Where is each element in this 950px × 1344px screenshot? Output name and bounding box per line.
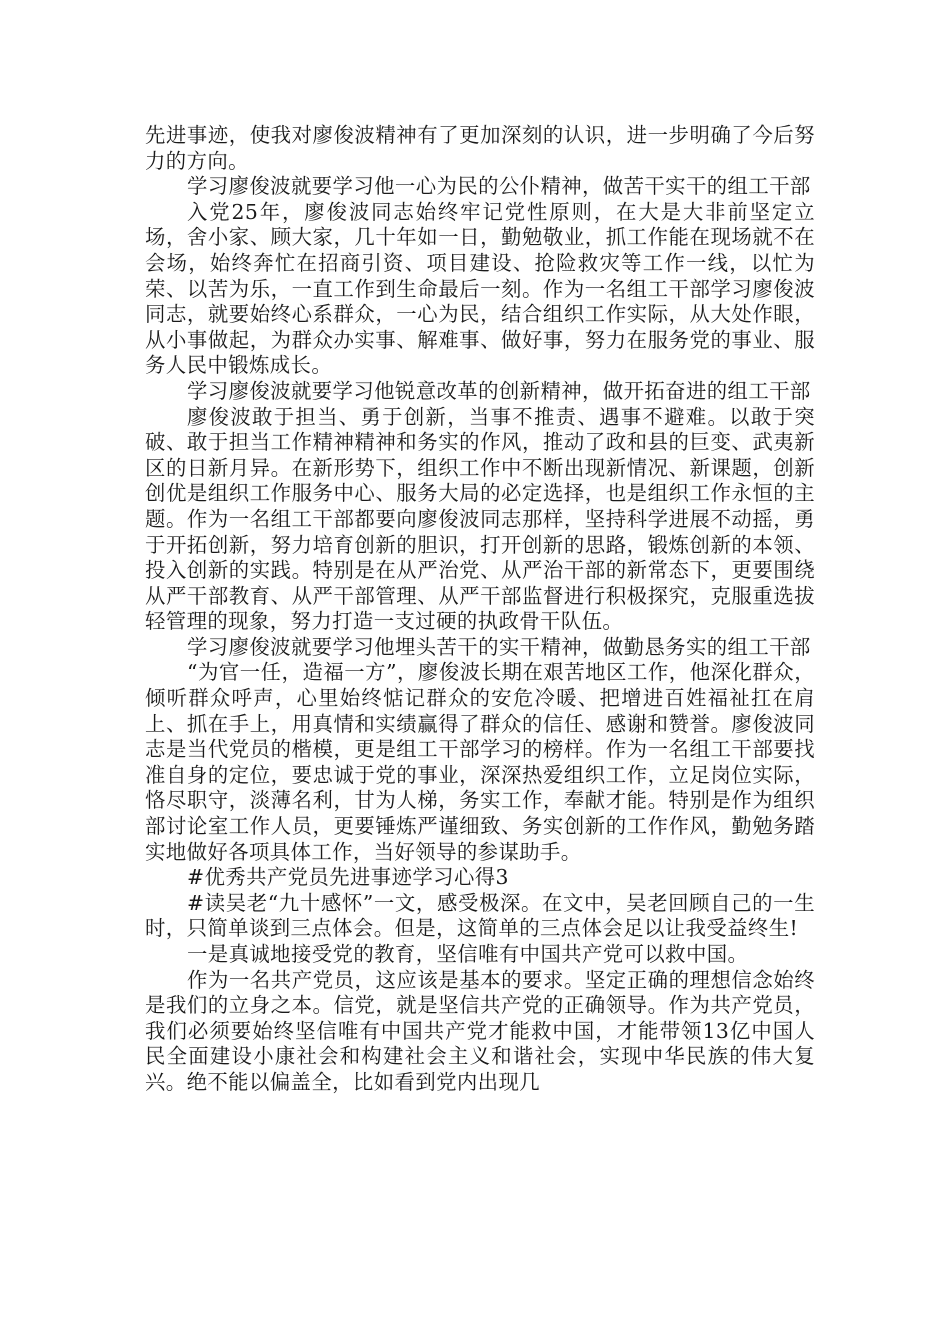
section-heading: 学习廖俊波就要学习他锐意改革的创新精神，做开拓奋进的组工干部: [187, 378, 811, 403]
paragraph: 入党25年，廖俊波同志始终牢记党性原则，在大是大非前坚定立场，舍小家、顾大家，几十年如一日，勤勉敬业，抓工作能在现场就不在会场，始终奔忙在招商引资、项目建设、抢险救灾等工作一线，以忙为荣、以苦为乐，一直工作到生命最后一刻。作为一名组工干部学习廖俊波同志，就要始终心系群众，一心为民，结合组织工作实际，从大处作眼，从小事做起，为群众办实事、解难事、做好事，努力在服务党的事业、服务人民中锻炼成长。: [145, 199, 815, 378]
paragraph: #读吴老“九十感怀”一文，感受极深。在文中，吴老回顾自己的一生时，只简单谈到三点体会。但是，这简单的三点体会足以让我受益终生!: [145, 890, 815, 941]
paragraph: “为官一任，造福一方”，廖俊波长期在艰苦地区工作，他深化群众，倾听群众呼声，心里始终惦记群众的安危冷暖、把增进百姓福祉扛在肩上、抓在手上，用真情和实绩赢得了群众的信任、感谢和赞誉。廖俊波同志是当代党员的楷模，更是组工干部学习的榜样。作为一名组工干部要找准自身的定位，要忠诚于党的事业，深深热爱组织工作，立足岗位实际，恪尽职守，淡薄名利，甘为人梯，务实工作，奉献才能。特别是作为组织部讨论室工作人员，更要锤炼严谨细致、务实创新的工作作风，勤勉务踏实地做好各项具体工作，当好领导的参谋助手。: [145, 660, 815, 864]
document-page: [145, 123, 815, 1096]
paragraph: 廖俊波敢于担当、勇于创新，当事不推责、遇事不避难。以敢于突破、敢于担当工作精神精神和务实的作风，推动了政和县的巨变、武夷新区的日新月异。在新形势下，组织工作中不断出现新情况、新课题，创新创优是组织工作服务中心、服务大局的必定选择，也是组织工作永恒的主题。作为一名组工干部都要向廖俊波同志那样，坚持科学进展不动摇，勇于开拓创新，努力培育创新的胆识，打开创新的思路，锻炼创新的本领、投入创新的实践。特别是在从严治党、从严治干部的新常态下，更要围绕从严干部教育、从严干部管理、从严干部监督进行积极探究，克服重选拔轻管理的现象，努力打造一支过硬的执政骨干队伍。: [145, 404, 815, 634]
paragraph: 一是真诚地接受党的教育，坚信唯有中国共产党可以救中国。: [187, 942, 749, 966]
paragraph: 作为一名共产党员，这应该是基本的要求。坚定正确的理想信念始终是我们的立身之本。信党，就是坚信共产党的正确领导。作为共产党员，我们必须要始终坚信唯有中国共产党才能救中国，才能带领13亿中国人民全面建设小康社会和构建社会主义和谐社会，实现中华民族的伟大复兴。绝不能以偏盖全，比如看到党内出现几: [145, 967, 815, 1094]
paragraph: 先进事迹，使我对廖俊波精神有了更加深刻的认识，进一步明确了今后努力的方向。: [145, 123, 815, 173]
section-heading: 学习廖俊波就要学习他一心为民的公仆精神，做苦干实干的组工干部: [187, 174, 811, 199]
section-heading: 学习廖俊波就要学习他埋头苦干的实干精神，做勤恳务实的组工干部: [187, 634, 811, 659]
article-title: #优秀共产党员先进事迹学习心得3: [187, 865, 509, 890]
